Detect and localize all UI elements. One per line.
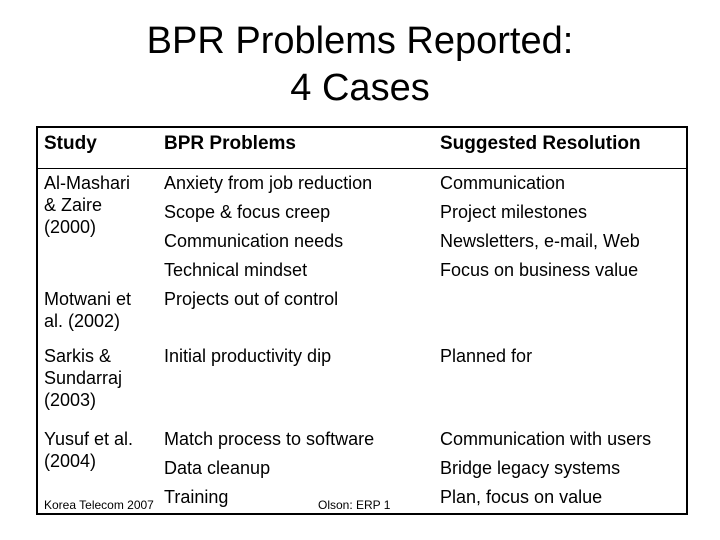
study-line: (2004) (44, 451, 97, 471)
table-row (37, 169, 687, 286)
header-bpr-problems: BPR Problems (158, 127, 434, 169)
study-line: (2000) (44, 217, 97, 237)
study-line: Sundarraj (44, 368, 123, 388)
resolution-cell (434, 169, 687, 286)
problem-item: Communication needs (164, 231, 344, 251)
header-study: Study (37, 127, 158, 169)
table-row (37, 342, 687, 425)
problem-item: Scope & focus creep (164, 202, 331, 222)
problem-item: Initial productivity dip (164, 346, 332, 366)
bpr-problems-table (36, 126, 688, 515)
resolution-item: Focus on business value (440, 260, 639, 280)
study-line: (2003) (44, 390, 97, 410)
study-line: Sarkis & (44, 346, 112, 366)
resolution-item: Plan, focus on value (440, 487, 603, 507)
resolution-item: Newsletters, e-mail, Web (440, 231, 640, 251)
problems-cell (158, 169, 434, 286)
problem-item: Data cleanup (164, 458, 271, 478)
problems-cell (158, 342, 434, 425)
problem-item: Training (164, 487, 229, 507)
study-line: Motwani et (44, 289, 132, 309)
problems-cell (158, 425, 434, 514)
resolution-cell (434, 285, 687, 342)
resolution-cell (434, 425, 687, 514)
study-cell (37, 342, 158, 425)
title-line-2: 4 Cases (290, 67, 430, 109)
problem-item: Technical mindset (164, 260, 308, 280)
table-header-row (37, 127, 687, 169)
problem-item: Projects out of control (164, 289, 339, 309)
table-row (37, 285, 687, 342)
header-suggested-resolution: Suggested Resolution (434, 127, 687, 169)
study-cell (37, 169, 158, 286)
problems-cell (158, 285, 434, 342)
resolution-item: Communication (440, 173, 566, 193)
resolution-cell (434, 342, 687, 425)
resolution-item: Bridge legacy systems (440, 458, 621, 478)
slide-title (0, 18, 720, 112)
problem-item: Anxiety from job reduction (164, 173, 373, 193)
study-line: Yusuf et al. (44, 429, 134, 449)
study-cell (37, 285, 158, 342)
footer-left-text: Korea Telecom 2007 (44, 498, 154, 512)
title-line-1: BPR Problems Reported: (146, 20, 574, 62)
footer-right-text: Olson: ERP 1 (318, 498, 391, 512)
resolution-item: Planned for (440, 346, 533, 366)
resolution-item: Communication with users (440, 429, 652, 449)
study-line: & Zaire (44, 195, 103, 215)
study-line: Al-Mashari (44, 173, 131, 193)
problem-item: Match process to software (164, 429, 375, 449)
study-line: al. (2002) (44, 311, 121, 331)
resolution-item: Project milestones (440, 202, 588, 222)
